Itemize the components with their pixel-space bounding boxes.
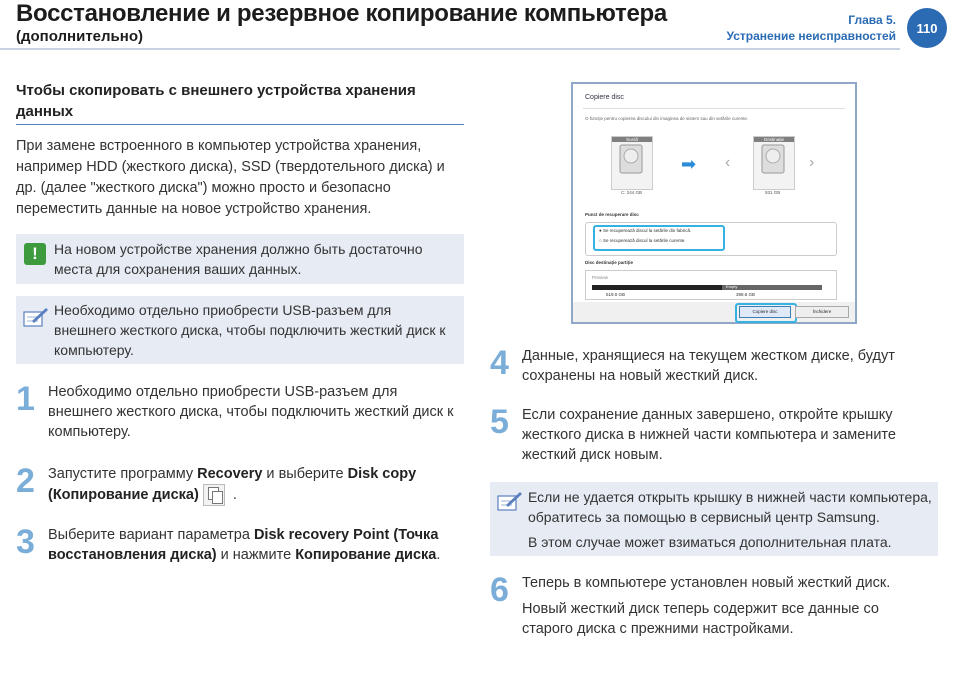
chapter-label [727,12,896,44]
copy-disk-button[interactable]: Copiere disc [739,306,791,318]
info-note-text: Необходимо отдельно приобрести USB-разъем для внешнего жесткого диска, чтобы подключить жесткий диск к компьютеру. [54,302,446,358]
partition-2-size: 398.6 GB [736,292,756,297]
step-2-disk-copy: Disk copy (Копирование диска) [48,466,417,503]
header-divider [0,48,900,50]
page-title: Восстановление и резервное копирование компьютера [16,0,667,27]
option-factory[interactable]: ● Se recuperează discul la setările din fabrică. [599,228,692,233]
option-current-label: Se recuperează discul la setările curente. [602,238,686,243]
option-current[interactable]: ○ Se recuperează discul la setările curente. [599,238,686,243]
step-3-pre: Выберите вариант параметра [48,527,254,543]
destination-disk-label: Destinație [754,137,794,142]
source-disk-size: C: 244 GB [621,190,643,195]
pencil-note-icon [497,490,523,512]
section-heading-line2: данных [16,103,74,120]
step-5-number: 5 [490,403,509,441]
close-button[interactable]: Închidere [795,306,849,318]
disk-copy-icon [203,484,225,506]
chevron-right-icon[interactable]: › [809,154,815,171]
section-divider [16,124,464,125]
page-number-badge: 110 [907,8,947,48]
partition-label: Disc destinație partiție [585,260,634,265]
step-3-number: 3 [16,523,35,561]
step-2-post: . [228,486,237,503]
section-heading [16,80,464,122]
hard-drive-icon [612,142,650,176]
step-3-mid: и нажмите [216,547,296,563]
step-2-recovery: Recovery [197,466,263,482]
page-subtitle: (дополнительно) [16,28,143,45]
partition-empty-label: Empty [726,284,738,289]
step-2-pre: Запустите программу [48,466,198,482]
chapter-name: Устранение неисправностей [726,29,896,43]
partition-box [585,270,837,300]
chevron-left-icon[interactable]: ‹ [725,154,731,171]
partition-1-size: 519.0 GB [606,292,626,297]
step-4-number: 4 [490,344,509,382]
option-factory-label: Se recuperează discul la setările din fabrică. [602,228,692,233]
pencil-note-icon [23,306,49,328]
step-6-number: 6 [490,571,509,609]
destination-disk-size: 931 GB [765,190,781,195]
source-disk-label: Sursă [612,137,652,142]
lid-note [490,482,938,556]
section-heading-line1: Чтобы скопировать с внешнего устройства хранения [16,82,416,99]
step-1-text: Необходимо отдельно приобрести USB-разъем для внешнего жесткого диска, чтобы подключить жесткий диск к компьютеру. [48,384,454,440]
source-disk [611,136,653,190]
step-1-number: 1 [16,380,35,418]
warning-text: На новом устройстве хранения должно быть достаточно места для сохранения ваших данных. [54,241,423,277]
step-6-text-2: Новый жесткий диск теперь содержит все данные со старого диска с прежними настройками. [522,601,879,637]
step-5-text: Если сохранение данных завершено, откройте крышку жесткого диска в нижней части компьютера и замените жесткий диск новым. [522,407,896,463]
intro-paragraph: При замене встроенного в компьютер устройства хранения, например HDD (жесткого диска), SSD (твердотельного диска) и др. (далее "жесткого диска") можно просто и безопасно переместить данные на новое устройство хранения. [16,138,445,217]
destination-disk [753,136,795,190]
step-4-text: Данные, хранящиеся на текущем жестком диске, будут сохранены на новый жесткий диск. [522,348,895,384]
step-6-text: Теперь в компьютере установлен новый жесткий диск. [522,575,891,591]
dialog-title: Copiere disc [585,94,624,101]
dialog-divider [583,108,845,109]
arrow-right-icon: ➡ [681,154,697,174]
lid-note-text: Если не удается открыть крышку в нижней части компьютера, обратитесь за помощью в сервисный центр Samsung. [528,489,932,525]
chapter-number: Глава 5. [848,13,896,27]
warning-note [16,234,464,284]
step-3-copy-disk: Копирование диска [295,547,437,563]
step-3-recovery-point: Disk recovery Point (Точка восстановления диска) [48,527,439,563]
step-2-number: 2 [16,462,35,500]
step-2-mid: и выберите [262,466,348,482]
dialog-description: O funcție pentru copierea discului din imaginea de sistem sau din setările curente. [585,116,749,121]
step-3-post: . [436,547,441,563]
step-3-text [48,525,468,565]
step-2-text [48,464,458,506]
lid-note-extra: В этом случае может взиматься дополнительная плата. [528,534,892,550]
partition-used-bar [592,285,722,290]
hard-drive-icon [754,142,792,176]
exclamation-icon: ! [24,243,46,265]
disk-copy-dialog-screenshot [571,82,857,324]
recovery-point-label: Punct de recuperare disc [585,212,639,217]
info-note [16,296,464,364]
partition-preview: Preview [592,275,609,280]
